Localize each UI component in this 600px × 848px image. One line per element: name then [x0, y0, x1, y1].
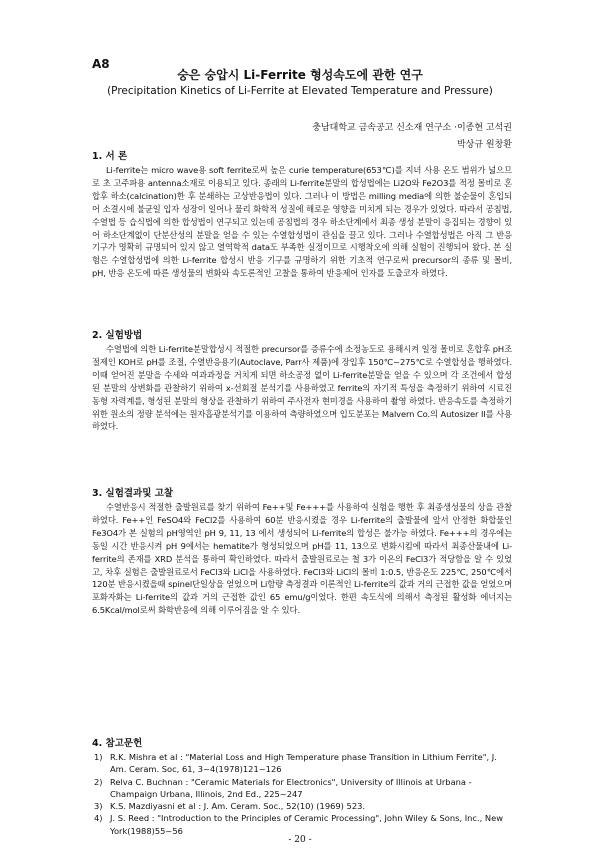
title-english: (Precipitation Kinetics of Li-Ferrite at Elevated Temperature and Pressure)	[107, 85, 493, 97]
section-body: 수열반응시 적절한 출발원료를 찾기 위하여 Fe++및 Fe+++를 사용하여 실험을 행한 후 최종생성물의 상을 관찰 하였다. Fe++인 FeSO4와 FeCl2를 사용하여 60분 반응시켰을 경우 Li-ferrite의 출발물에 앞서 안정한 화합물인 Fe3O4가 본 실험의 pH영역인 pH 9, 11, 13 에서 생성되어 Li-ferrite의 합성은 불가능 하였다. Fe+++의 경우에는 동일 시간 반응시켜 pH 9에서는 hematite가 형성되었으며 pH를 11, 13으로 변화시킴에 따라서 최종산물내에 Li-ferrite의 존재를 XRD 분석을 통하여 확인하였다. 따라서 출발원료로는 철 3가 이온의 FeCl3가 적당함을 알 수 있었고, 차후 실험은 출발원료로서 FeCl3와 LiCl을 사용하였다. FeCl3와 LiCl의 몰비 1:0.5, 반응온도 225℃, 250℃에서120분 반응시켰을때 spinel단일상을 얻었으며 Li함량 측정결과 이론적인 Li-ferrite의 값과 거의 근접한 값을 얻었으며 포화자화는 Li-ferrite의 값과 거의 근접한 값인 65 emu/g이었다. 한편 속도식에 의해서 측정된 활성화 에너지는 6.5Kcal/mol로써 화학반응에 의해 이루어짐을 알 수 있다.	[92, 502, 512, 616]
reference-number: 4)	[94, 813, 103, 824]
reference-text: J. S. Reed : "Introduction to the Principles of Ceramic Processing", John Wiley & Sons, Inc., New York(1988)55~56	[110, 813, 504, 836]
section-heading: 3. 실험결과및 고찰	[92, 488, 174, 499]
authors-line-2: 박상규 원창환	[456, 140, 512, 150]
section-heading: 1. 서 론	[92, 151, 128, 162]
reference-item	[92, 800, 512, 812]
reference-number: 3)	[94, 801, 103, 812]
paper-code: A8	[92, 57, 110, 71]
author-block	[312, 120, 512, 154]
reference-text: K.S. Mazdiyasni et al : J. Am. Ceram. Soc., 52(10) (1969) 523.	[110, 801, 366, 812]
reference-text: Relva C. Buchnan : "Ceramic Materials for Electronics", University of Illinois at Urbana - Champaign Urbana, Illinois, 2nd Ed., 225~247	[110, 776, 472, 799]
title-korean: 숭은 숭압시 Li-Ferrite 형성속도에 관한 연구	[177, 68, 423, 82]
reference-item	[92, 776, 512, 801]
section-methods	[92, 329, 512, 433]
page-number: - 20 -	[288, 835, 312, 845]
section-body: Li-ferrite는 micro wave용 soft ferrite로써 높은 curie temperature(653℃)를 지녀 사용 온도 범위가 넓으므로 초 고주파용 antenna소재로 이용되고 있다. 종래의 Li-ferrite분말의 합성법에는 Li2O와 Fe2O3를 적정 몰비로 혼합후 하소(calcination)한 후 분쇄하는 고상반응법이 있다. 그러나 이 방법은 milling media에 의한 불순물이 혼입되어 소결시에 불균일 입자 성장이 일어나 물리 화학적 성질에 해로운 영향을 미치게 되는 경우가 있었다. 따라서 공침법, 수열법 등 습식법에 의한 합성법이 연구되고 있는데 공침법의 경우 하소단계에서 최종 생성 분말이 응집되는 경향이 있어 하소단계없이 단분산성의 분말을 얻을 수 있는 수열합성법이 관심을 끌고 있다. 그러나 수열합성법은 아직 그 반응 기구가 명확히 규명되어 있지 않고 열역학적 data도 부족한 실정이므로 시행착오에 의해 실험이 진행되어 왔다. 본 실험은 수열합성법에 의한 Li-ferrite 합성시 반응 기구를 규명하기 위한 기초적 연구로써 precursor의 종류 및 몰비, pH, 반응 온도에 따른 생성물의 변화와 속도론적인 고찰을 통하여 반응제어 인자를 도출코자 하였다.	[92, 165, 512, 279]
reference-text: R.K. Mishra et al : "Material Loss and High Temperature phase Transition in Lithium Ferrite", J. Am. Ceram. Soc, 61, 3~4(1978)121~126	[110, 752, 497, 775]
authors-line-1: 충남대학교 금속공고 신소재 연구소 ·이종현 고석권	[312, 123, 512, 133]
section-heading: 2. 실험방법	[92, 330, 143, 341]
reference-item	[92, 812, 512, 837]
section-introduction	[92, 150, 512, 280]
reference-list	[92, 751, 512, 837]
reference-number: 1)	[94, 752, 103, 762]
section-references	[92, 737, 512, 837]
section-results	[92, 487, 512, 617]
reference-item	[92, 751, 512, 776]
reference-number: 2)	[94, 776, 103, 787]
section-heading: 4. 참고문헌	[92, 738, 143, 749]
section-body: 수열법에 의한 Li-ferrite분말합성시 적절한 precursor를 증류수에 소정농도로 용해시켜 일정 몰비로 혼합후 pH조절제인 KOH로 pH를 조절, 수열반응용기(Autoclave, Parr사 제품)에 장입후 150℃~275℃로 수열합성을 행하였다. 이때 얻어진 분말을 수세와 여과과정을 거치게 되면 하소공정 없이 Li-ferrite분말을 얻을 수 있으며 각 조건에서 합성된 분말의 상변화를 관찰하기 위하여 x-선회절 분석기를 사용하였고 ferrite의 자기적 특성을 측정하기 위하여 시료진동형 자력계를, 형성된 분말의 형상을 관찰하기 위하여 주사전자 현미경을 사용하여 촬영 하였다. 반응속도를 측정하기 위한 원소의 정량 분석에는 원자흡광분석기를 이용하여 측량하였으며 입도분포는 Malvern Co.의 Autosizer II를 사용하였다.	[92, 344, 512, 432]
